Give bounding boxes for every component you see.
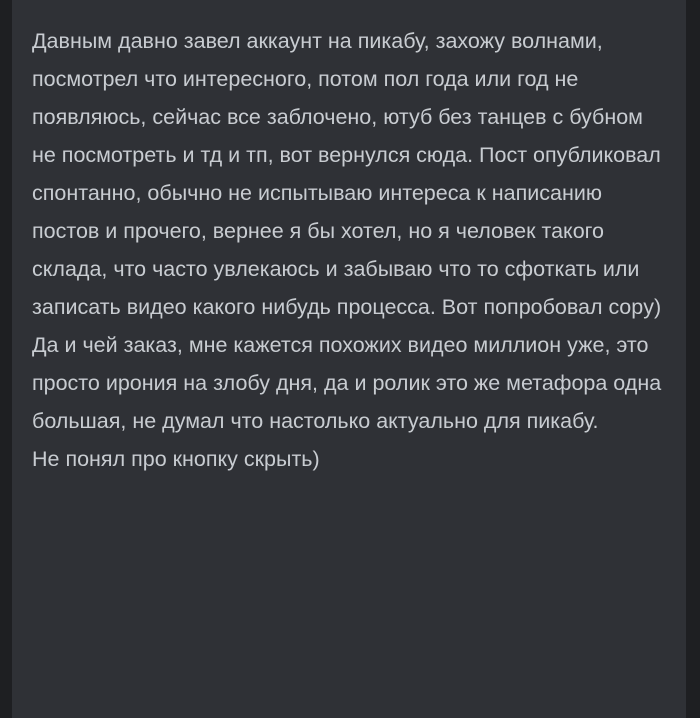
comment-paragraph-3: Не понял про кнопку скрыть) — [32, 447, 320, 471]
comment-paragraph-1: Давным давно завел аккаунт на пикабу, захожу волнами, посмотрел что интересного, потом пол года или год не появляюсь, сейчас все заблочено, ютуб без танцев с бубном не посмотреть и тд и тп, вот вернулся сюда. Пост опубликовал спонтанно, обычно не испытываю интереса к написанию постов и прочего, вернее я бы хотел, но я человек такого склада, что часто увлекаюсь и забываю что то сфоткать или записать видео какого нибудь процесса. Вот попробовал copy) — [32, 29, 667, 319]
left-gutter — [0, 0, 12, 718]
right-gutter — [686, 0, 700, 718]
comment-paragraph-2: Да и чей заказ, мне кажется похожих видео миллион уже, это просто ирония на злобу дня, да и ролик это же метафора одна большая, не думал что настолько актуально для пикабу. — [32, 333, 668, 433]
comment-body — [12, 0, 686, 718]
